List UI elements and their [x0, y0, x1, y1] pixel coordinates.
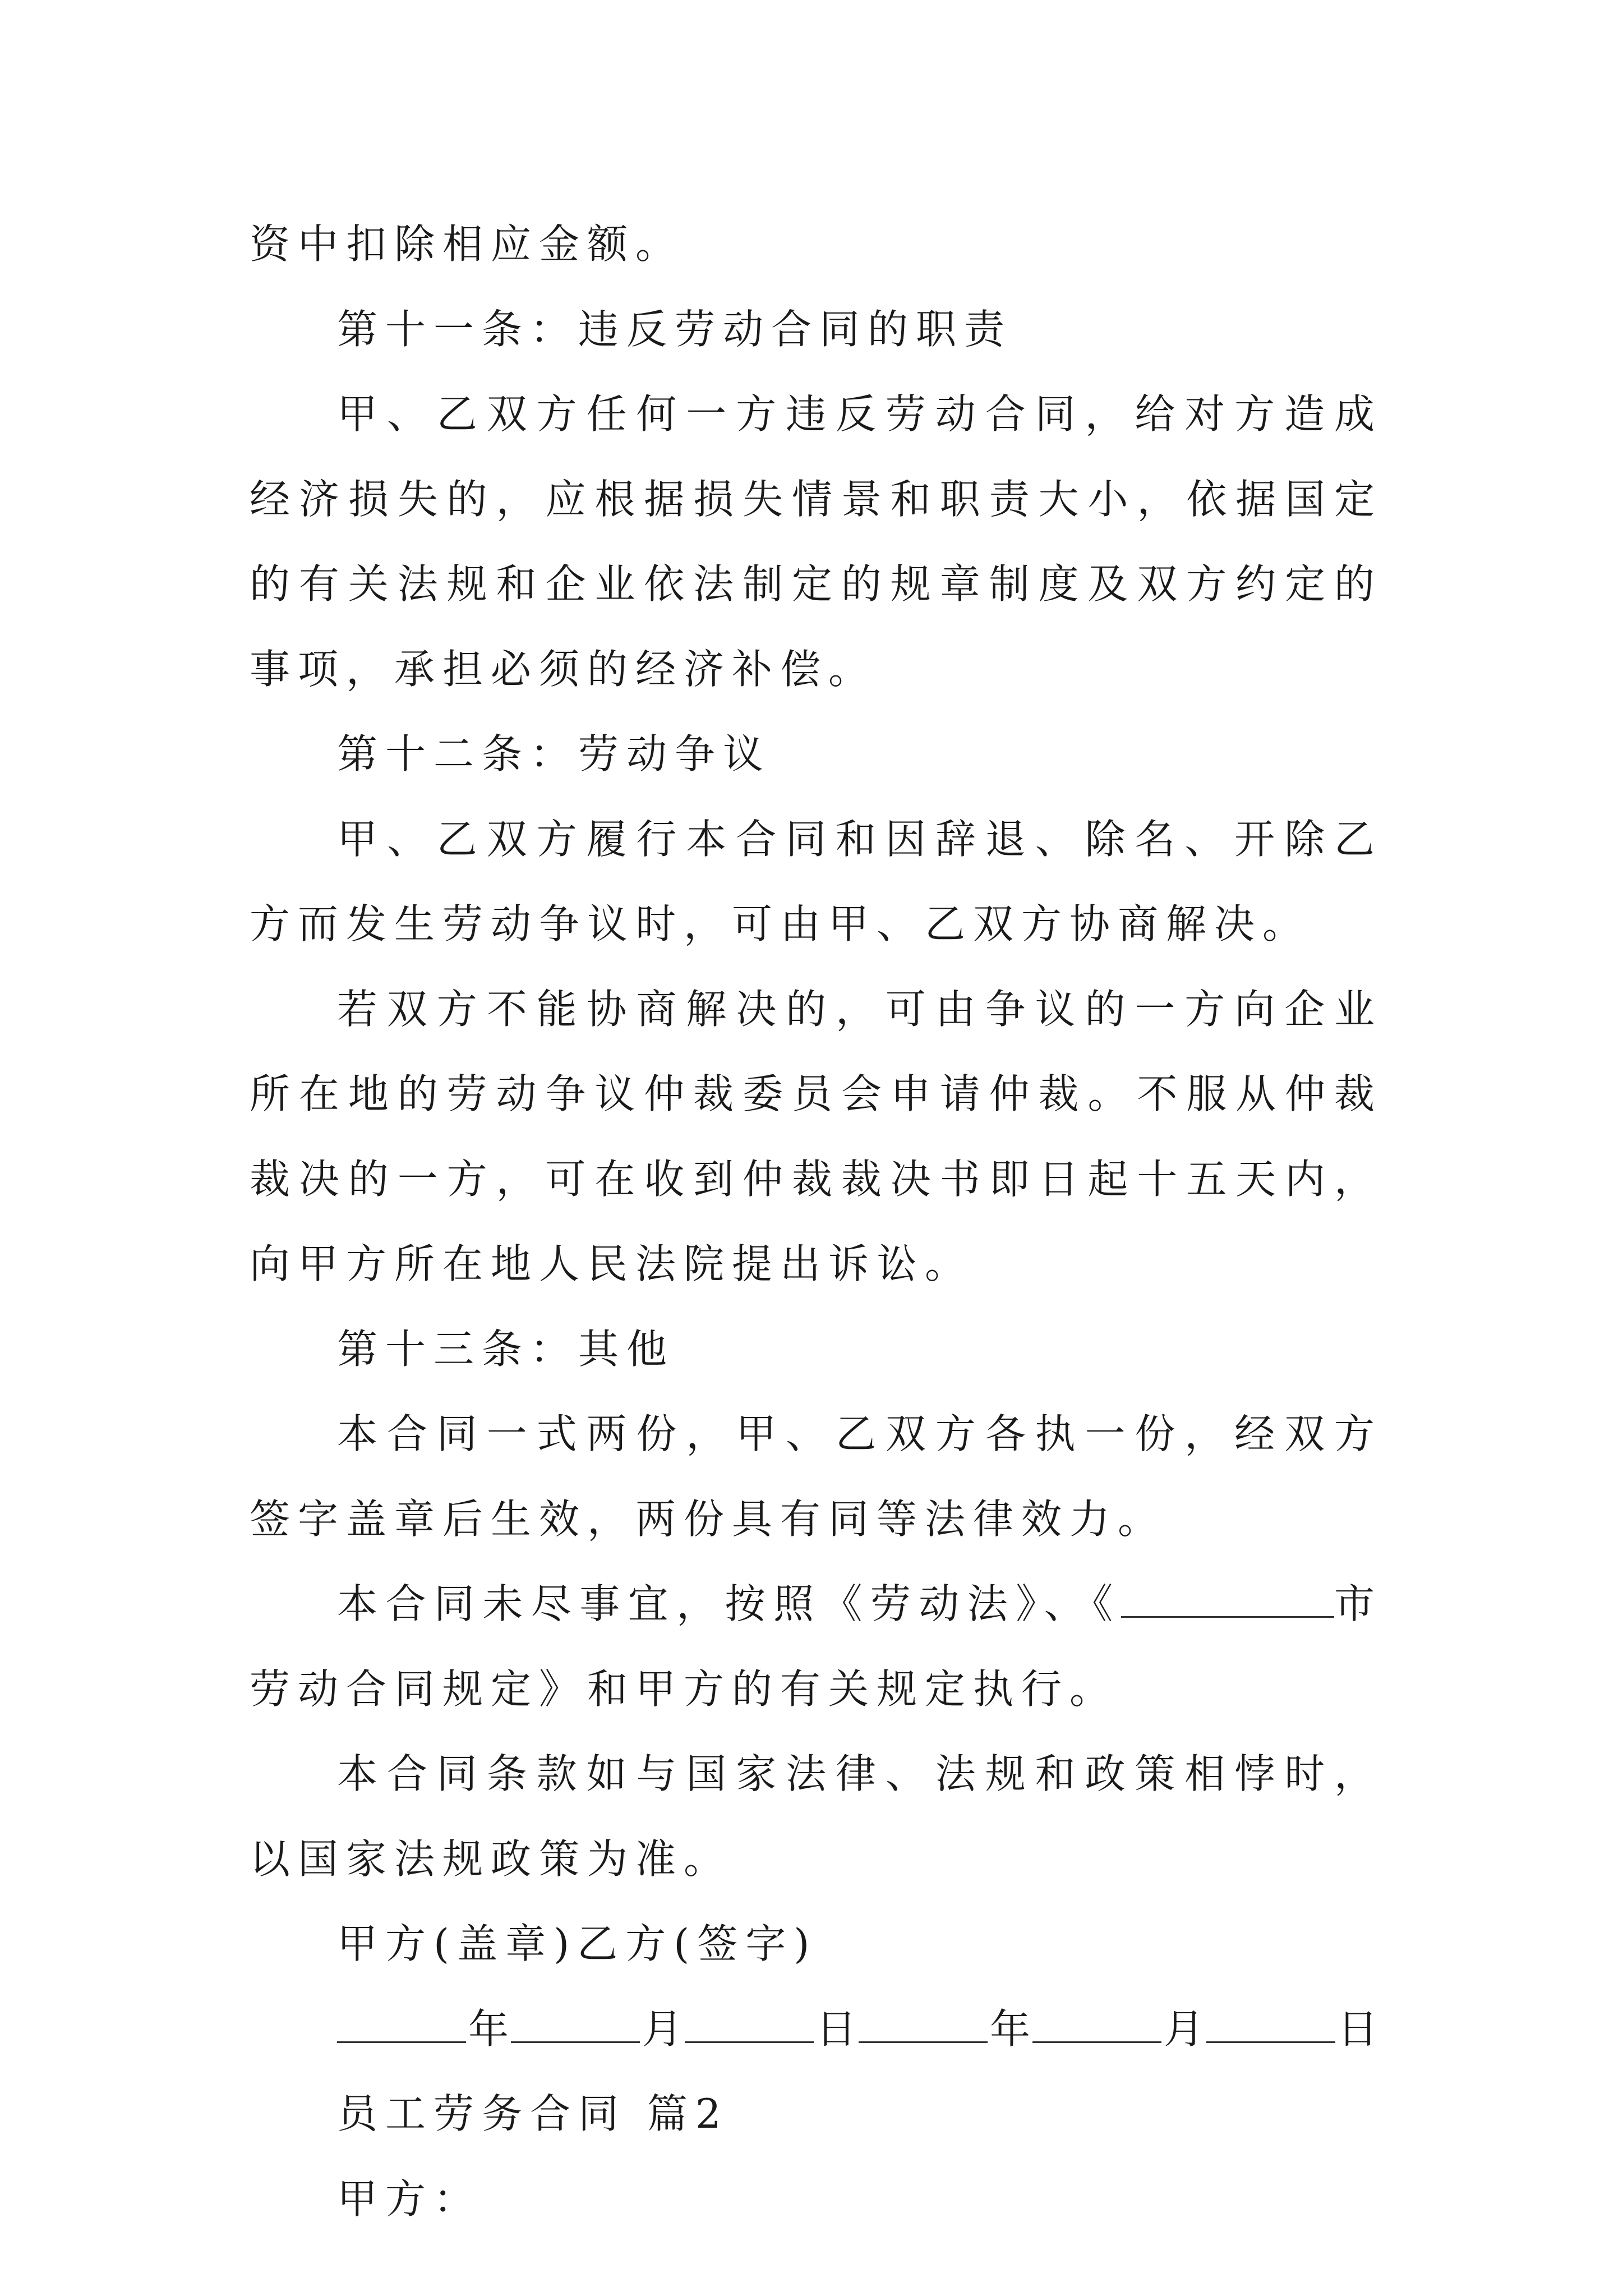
day-label-a: 日	[815, 2005, 856, 2053]
article-13-body-1: 本合同一式两份，甲、乙双方各执一份，经双方签字盖章后生效，两份具有同等法律效力。	[250, 1410, 1382, 1543]
article-12-title: 第十二条：劳动争议	[337, 730, 772, 777]
month-blank-a	[511, 2007, 640, 2043]
year-blank-b	[859, 2007, 988, 2043]
party-a-label: 甲方：	[337, 2175, 482, 2223]
article-12-body-2: 若双方不能协商解决的，可由争议的一方向企业所在地的劳动争议仲裁委员会申请仲裁。不服从仲裁裁决的一方，可在收到仲裁裁决书即日起十五天内，向甲方所在地人民法院提出诉讼。	[250, 985, 1382, 1287]
day-blank-a	[685, 2007, 814, 2043]
month-blank-b	[1032, 2007, 1161, 2043]
article-12-body-1: 甲、乙双方履行本合同和因辞退、除名、开除乙方而发生劳动争议时，可由甲、乙双方协商解决。	[250, 815, 1382, 947]
day-blank-b	[1206, 2007, 1335, 2043]
article-13-body-3: 本合同条款如与国家法律、法规和政策相悖时，以国家法规政策为准。	[250, 1750, 1382, 1883]
article-11-title: 第十一条：违反劳动合同的职责	[337, 305, 1013, 353]
year-blank-a	[337, 2007, 466, 2043]
document-body	[250, 202, 1382, 2242]
article-11-body: 甲、乙双方任何一方违反劳动合同，给对方造成经济损失的，应根据损失情景和职责大小，依据国定的有关法规和企业依法制定的规章制度及双方约定的事项，承担必须的经济补偿。	[250, 390, 1382, 693]
year-label-a: 年	[468, 2005, 509, 2053]
paragraph-continuation: 资中扣除相应金额。	[250, 220, 684, 268]
article-13-body-2-lead: 本合同未尽事宜，按照《劳动法》、《	[337, 1580, 1121, 1627]
city-blank	[1121, 1581, 1334, 1618]
article-13-body-2-tail: 市劳动合同规定》和甲方的有关规定执行。	[250, 1580, 1382, 1713]
next-contract-title: 员工劳务合同 篇2	[337, 2090, 729, 2137]
month-label-a: 月	[642, 2005, 683, 2053]
article-13-body-2	[250, 1562, 1382, 1732]
date-line	[250, 1987, 1382, 2072]
signature-line: 甲方(盖章)乙方(签字)	[337, 1920, 818, 1967]
month-label-b: 月	[1163, 2005, 1204, 2053]
day-label-b: 日	[1337, 2005, 1378, 2053]
article-13-title: 第十三条：其他	[337, 1325, 675, 1373]
year-label-b: 年	[989, 2005, 1030, 2053]
